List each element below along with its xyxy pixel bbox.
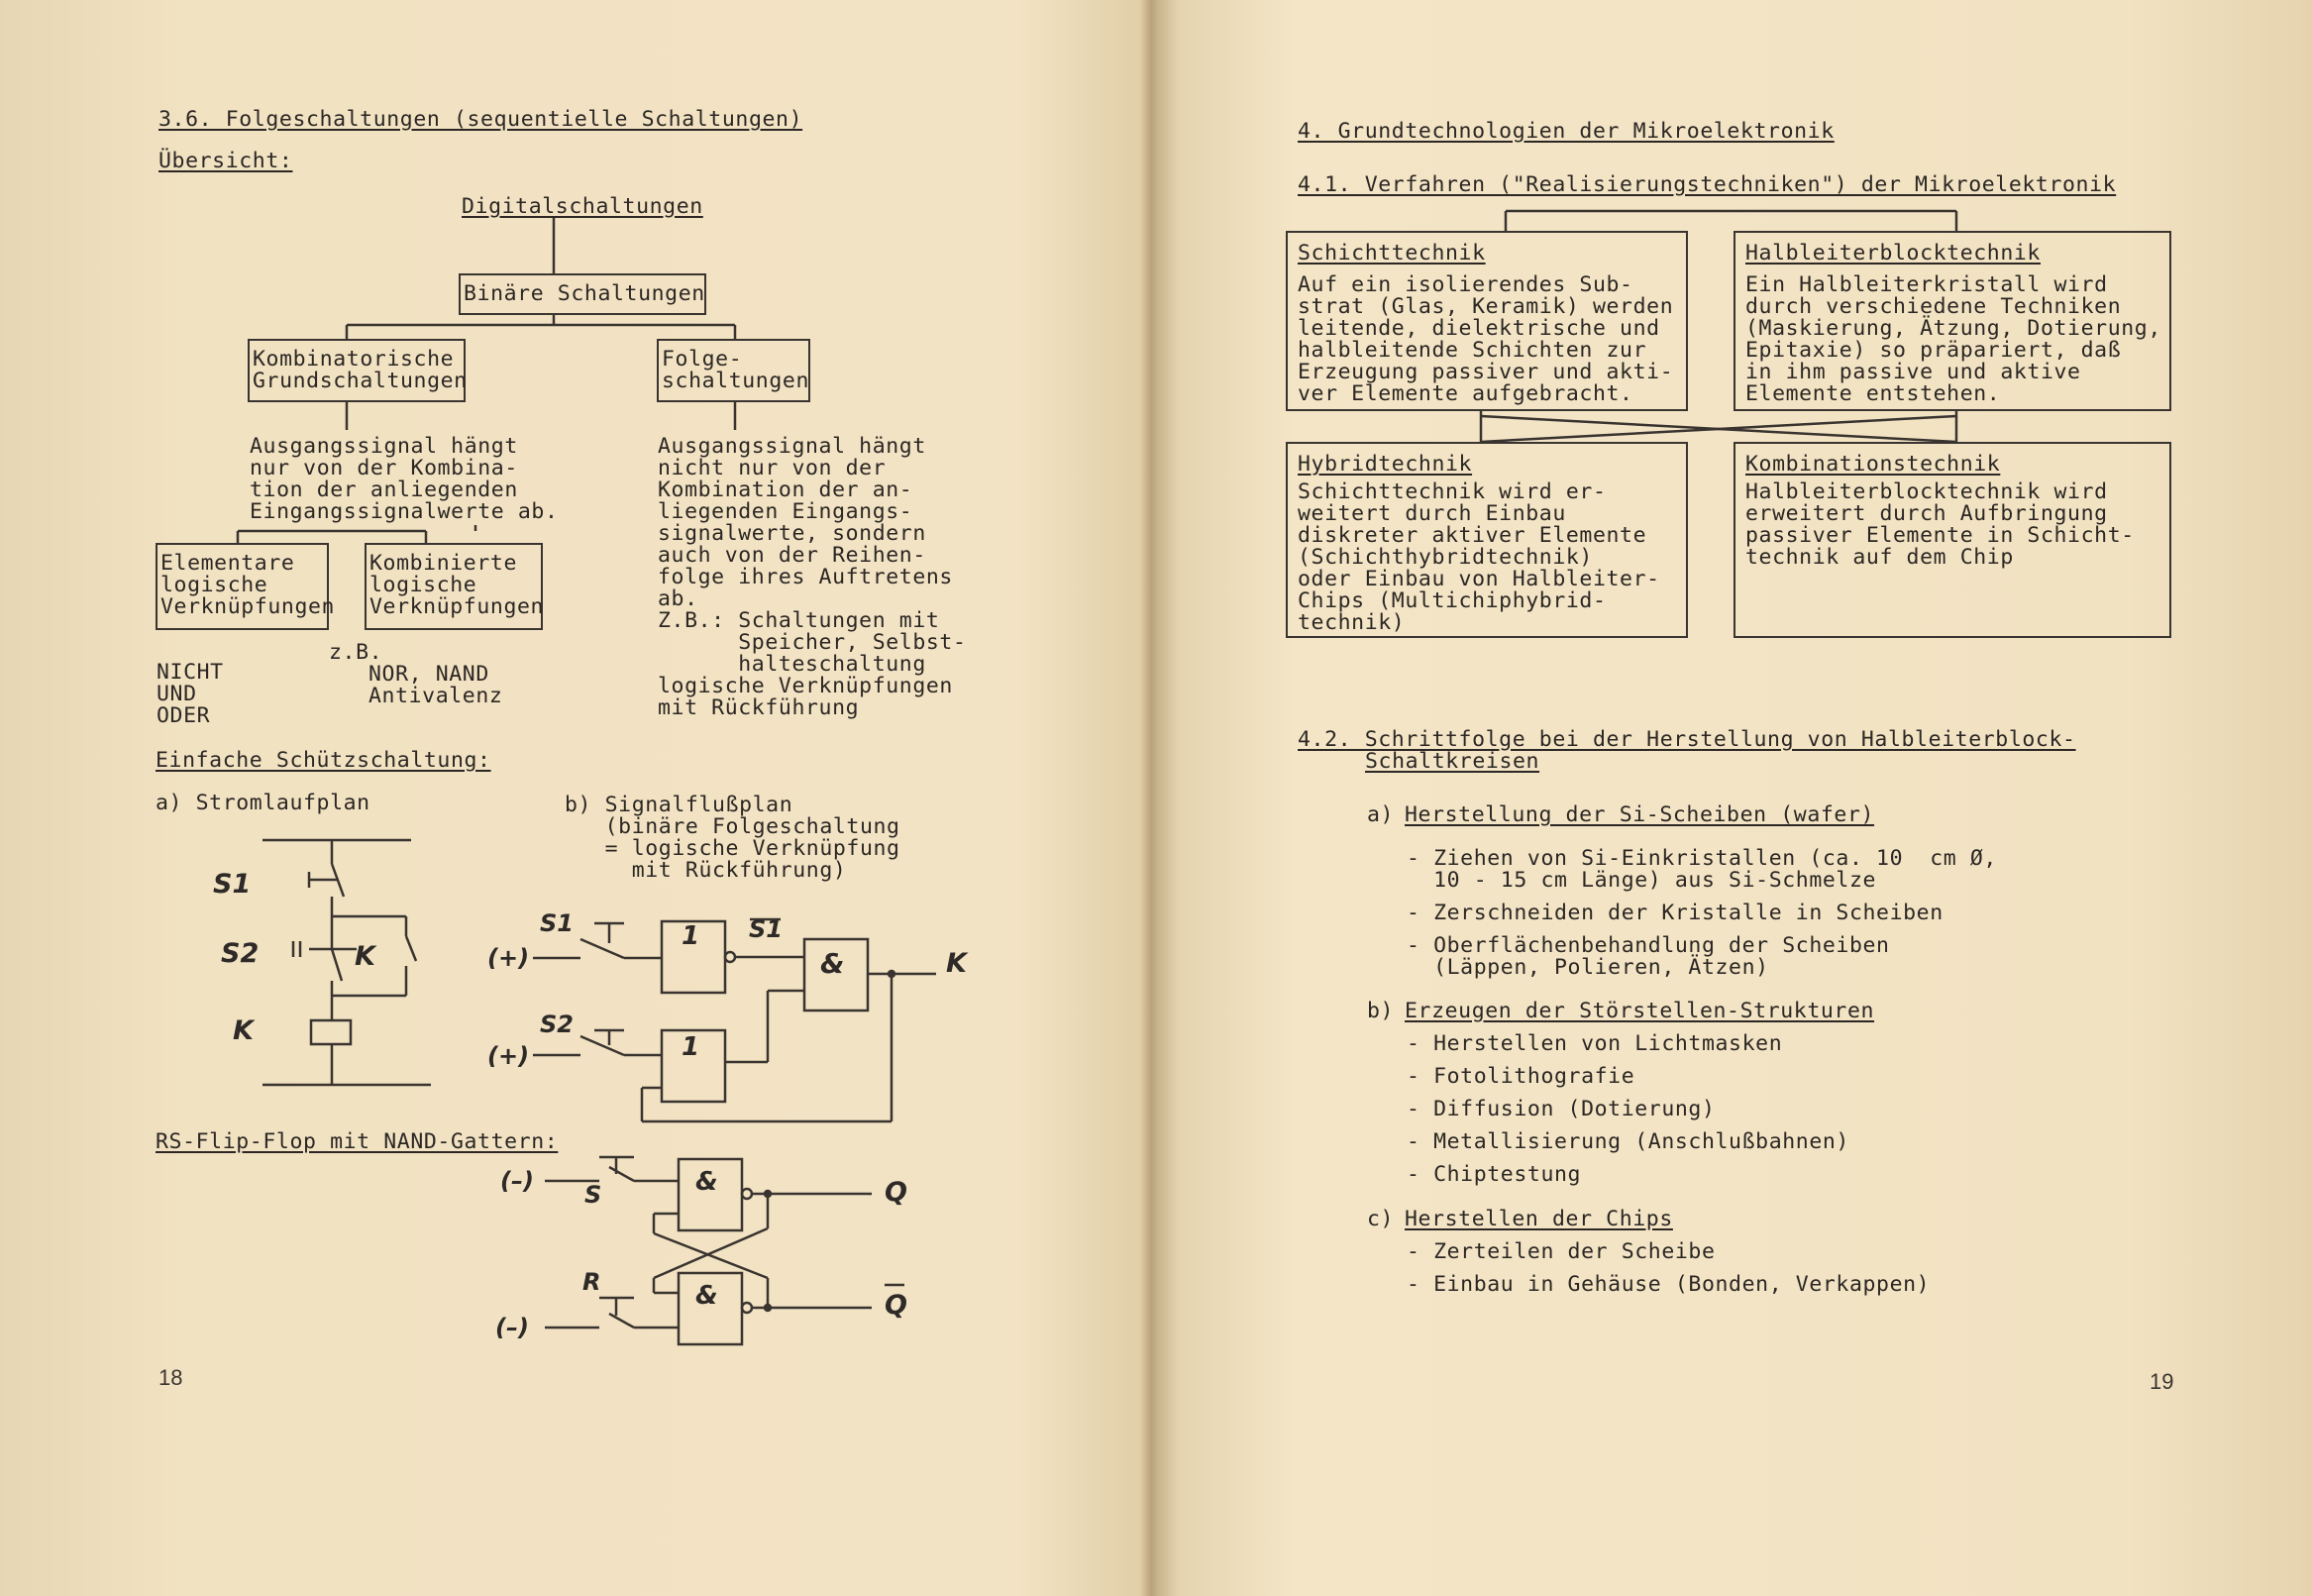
combinational-label-1: Kombinatorische [253, 347, 455, 372]
combined-label-2: logische [369, 573, 477, 597]
page-number-right: 19 [2150, 1369, 2174, 1394]
combined-label-3: Verknüpfungen [369, 594, 545, 619]
comb-desc-line: Eingangssignalwerte ab. [250, 499, 559, 524]
label-q: Q [885, 1177, 907, 1208]
page-number-left: 18 [158, 1365, 183, 1390]
seq-desc-line: signalwerte, sondern [658, 521, 926, 546]
step-item: - Zerschneiden der Kristalle in Scheiben [1407, 901, 1944, 925]
step-item: - Zerteilen der Scheibe [1407, 1239, 1716, 1264]
box-line: durch verschiedene Techniken [1745, 294, 2122, 319]
example-oder: ODER [157, 703, 211, 728]
box-line: (Schichthybridtechnik) [1298, 545, 1593, 570]
contactor-title: Einfache Schützschaltung: [156, 748, 491, 773]
circuit-b-label-1: b) Signalflußplan [565, 793, 793, 817]
seq-desc-line: auch von der Reihen- [658, 543, 926, 568]
step-item: - Einbau in Gehäuse (Bonden, Verkappen) [1407, 1272, 1931, 1297]
seq-desc-line: Z.B.: Schaltungen mit [658, 608, 940, 633]
seq-desc-line: nicht nur von der [658, 456, 887, 480]
step-item: - Chiptestung [1407, 1162, 1582, 1187]
elementary-label-3: Verknüpfungen [160, 594, 336, 619]
seq-desc-line: folge ihres Auftretens [658, 565, 953, 589]
binary-circuits-label: Binäre Schaltungen [464, 281, 705, 306]
box-line: Elemente entstehen. [1745, 381, 2001, 406]
label-s2-input: S2 [540, 1011, 574, 1038]
box-line: passiver Elemente in Schicht- [1745, 523, 2135, 548]
label-s2: S2 [221, 938, 260, 969]
example-nor-nand: NOR, NAND [368, 662, 489, 687]
box-line: Epitaxie) so präpariert, daß [1745, 338, 2122, 363]
label-s1: S1 [213, 869, 252, 900]
flipflop-title: RS-Flip-Flop mit NAND-Gattern: [156, 1129, 559, 1154]
nand-gate-2-symbol: & [695, 1281, 718, 1311]
box-schichttechnik [1286, 231, 1688, 411]
box-line: technik) [1298, 610, 1406, 635]
chapter-title: 4. Grundtechnologien der Mikroelektronik [1298, 119, 1835, 144]
box-title: Schichttechnik [1298, 241, 1486, 266]
step-prefix: b) [1367, 999, 1395, 1023]
label-q-bar: Q [885, 1290, 907, 1321]
box-line: Erzeugung passiver und akti- [1298, 360, 1674, 384]
step-prefix: c) [1367, 1207, 1395, 1231]
and-gate-symbol: & [820, 947, 845, 980]
circuit-b-label-4: mit Rückführung) [565, 858, 847, 883]
circuit-a-label: a) Stromlaufplan [156, 791, 370, 815]
label-k-contact: K [355, 941, 375, 972]
combinational-label-2: Grundschaltungen [253, 369, 468, 393]
label-k-output: K [946, 948, 967, 979]
step-heading: Herstellung der Si-Scheiben (wafer) [1405, 802, 1875, 827]
circuit-b-label-2: (binäre Folgeschaltung [565, 814, 900, 839]
box-line: ver Elemente aufgebracht. [1298, 381, 1633, 406]
comb-desc-line: nur von der Kombina- [250, 456, 518, 480]
label-k-coil: K [233, 1015, 254, 1046]
label-plus-2: (+) [487, 1042, 530, 1070]
elementary-label-1: Elementare [160, 551, 295, 576]
box-title: Kombinationstechnik [1745, 452, 2001, 477]
circuit-b-label-3: = logische Verknüpfung [565, 836, 900, 861]
comb-desc-line: tion der anliegenden [250, 478, 518, 502]
label-minus-2: (–) [495, 1314, 529, 1341]
box-title: Hybridtechnik [1298, 452, 1473, 477]
box-line: Schichttechnik wird er- [1298, 479, 1607, 504]
box-line: Ein Halbleiterkristall wird [1745, 272, 2108, 297]
combined-label-1: Kombinierte [369, 551, 517, 576]
box-line: strat (Glas, Keramik) werden [1298, 294, 1674, 319]
elementary-label-2: logische [160, 573, 268, 597]
seq-desc-line: Kombination der an- [658, 478, 913, 502]
box-hybridtechnik [1286, 442, 1688, 638]
box-line: weitert durch Einbau [1298, 501, 1566, 526]
box-line: in ihm passive und aktive [1745, 360, 2081, 384]
seq-desc-line: mit Rückführung [658, 695, 860, 720]
box-line: (Maskierung, Ätzung, Dotierung, [1745, 316, 2161, 341]
box-line: Chips (Multichiphybrid- [1298, 588, 1607, 613]
box-line: halbleitende Schichten zur [1298, 338, 1647, 363]
step-item: - Herstellen von Lichtmasken [1407, 1031, 1783, 1056]
step-item: - Oberflächenbehandlung der Scheiben [1407, 933, 1890, 958]
comb-desc-line: Ausgangssignal hängt [250, 434, 518, 459]
label-plus-1: (+) [487, 944, 530, 972]
box-line: Halbleiterblocktechnik wird [1745, 479, 2108, 504]
label-r: R [582, 1268, 601, 1296]
section-title-4-1: 4.1. Verfahren ("Realisierungstechniken") der Mikroelektronik [1298, 172, 2117, 197]
tree-root: Digitalschaltungen [462, 194, 703, 219]
not-gate-2-symbol: 1 [682, 1032, 700, 1062]
overview-label: Übersicht: [158, 149, 293, 173]
not-gate-1-symbol: 1 [682, 921, 700, 951]
step-heading: Herstellen der Chips [1405, 1207, 1673, 1231]
nand-gate-1-symbol: & [695, 1167, 718, 1197]
seq-desc-line: logische Verknüpfungen [658, 674, 953, 698]
box-line: Auf ein isolierendes Sub- [1298, 272, 1633, 297]
step-item: - Fotolithografie [1407, 1064, 1635, 1089]
step-item: 10 - 15 cm Länge) aus Si-Schmelze [1407, 868, 1877, 893]
seq-desc-line: liegenden Eingangs- [658, 499, 913, 524]
seq-desc-line: Speicher, Selbst- [658, 630, 967, 655]
section-title-4-2-line2: Schaltkreisen [1365, 749, 1540, 774]
label-s: S [584, 1181, 602, 1209]
seq-desc-line: Ausgangssignal hängt [658, 434, 926, 459]
section-title-3-6: 3.6. Folgeschaltungen (sequentielle Schaltungen) [158, 107, 803, 132]
box-halbleiterblocktechnik [1734, 231, 2171, 411]
box-title: Halbleiterblocktechnik [1745, 241, 2041, 266]
box-line: technik auf dem Chip [1745, 545, 2014, 570]
step-item: - Ziehen von Si-Einkristallen (ca. 10 cm Ø, [1407, 846, 1997, 871]
box-line: leitende, dielektrische und [1298, 316, 1660, 341]
step-item: (Läppen, Polieren, Ätzen) [1407, 955, 1769, 980]
label-minus-1: (–) [500, 1167, 534, 1195]
label-s1-input: S1 [540, 909, 574, 937]
example-antivalenz: Antivalenz [368, 684, 503, 708]
example-label: z.B. [329, 640, 383, 665]
seq-desc-line: halteschaltung [658, 652, 926, 677]
box-line: diskreter aktiver Elemente [1298, 523, 1647, 548]
seq-desc-line: ab. [658, 586, 698, 611]
sequential-label-1: Folge- [662, 347, 743, 372]
box-kombinationstechnik [1734, 442, 2171, 638]
sequential-label-2: schaltungen [662, 369, 809, 393]
example-und: UND [157, 682, 197, 706]
step-prefix: a) [1367, 802, 1395, 827]
example-nicht: NICHT [157, 660, 224, 685]
step-heading: Erzeugen der Störstellen-Strukturen [1405, 999, 1875, 1023]
step-item: - Diffusion (Dotierung) [1407, 1097, 1716, 1121]
step-item: - Metallisierung (Anschlußbahnen) [1407, 1129, 1849, 1154]
section-title-4-2-line1: 4.2. Schrittfolge bei der Herstellung von Halbleiterblock- [1298, 727, 2076, 752]
label-s1-bar: S1 [749, 915, 783, 943]
box-line: oder Einbau von Halbleiter- [1298, 567, 1660, 591]
box-line: erweitert durch Aufbringung [1745, 501, 2108, 526]
